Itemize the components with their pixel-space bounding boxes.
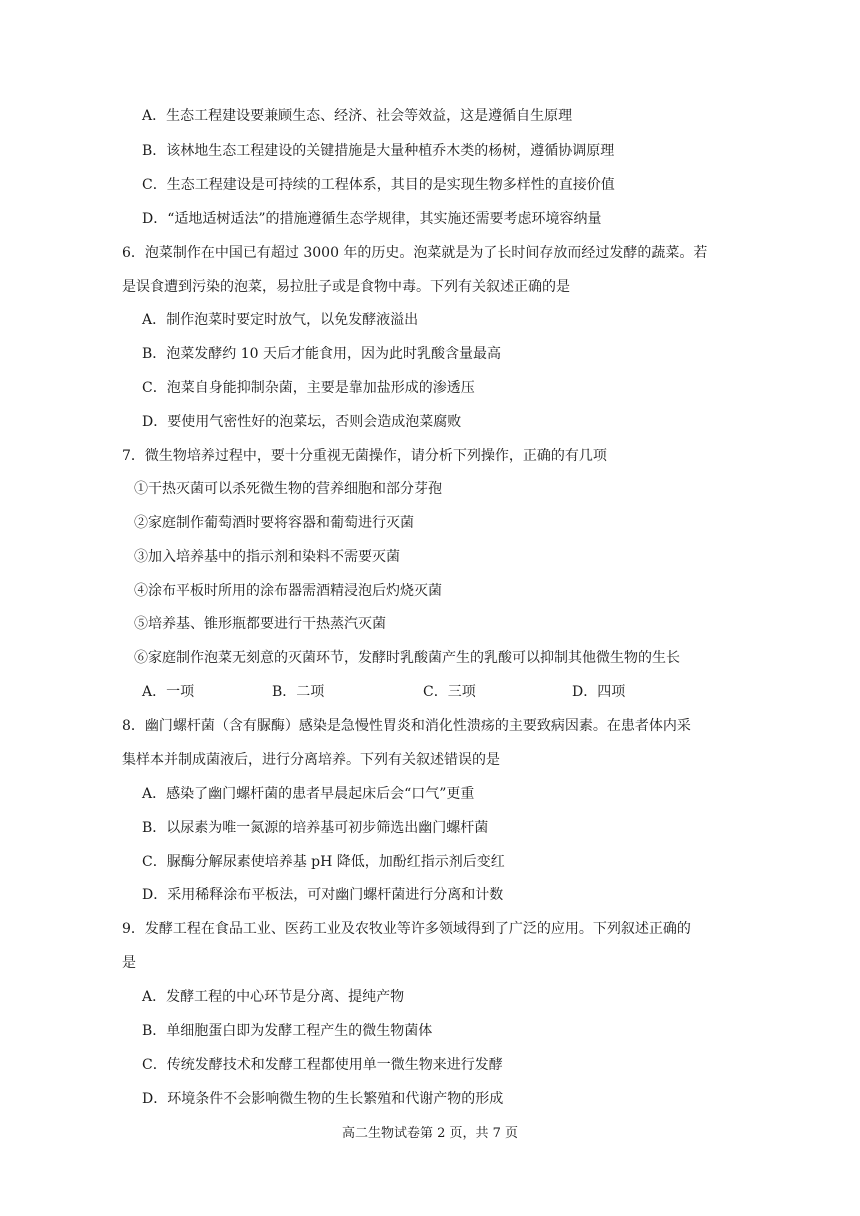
q9-option-a: A．发酵工程的中心环节是分离、提纯产物 [142,989,405,1005]
q6-option-c: C．泡菜自身能抑制杂菌，主要是靠加盐形成的渗透压 [142,380,475,396]
q7-item-3: ③加入培养基中的指示剂和染料不需要灭菌 [134,549,400,565]
q8-option-a: A．感染了幽门螺杆菌的患者早晨起床后会“口气”更重 [142,786,475,802]
q6-stem-line1: 6．泡菜制作在中国已有超过 3000 年的历史。泡菜就是为了长时间存放而经过发酵的蔬菜。若 [122,245,708,261]
q7-option-a: A．一项 [142,684,195,700]
q5-option-d: D．“适地适树适法”的措施遵循生态学规律，其实施还需要考虑环境容纳量 [142,211,602,227]
q6-option-a: A．制作泡菜时要定时放气，以免发酵液溢出 [142,312,419,328]
q9-stem-line2: 是 [122,955,136,971]
q8-option-c: C．脲酶分解尿素使培养基 pH 降低，加酚红指示剂后变红 [142,854,505,870]
q7-option-c: C．三项 [423,684,476,700]
q8-option-b: B．以尿素为唯一氮源的培养基可初步筛选出幽门螺杆菌 [142,820,489,836]
q5-option-a: A．生态工程建设要兼顾生态、经济、社会等效益，这是遵循自生原理 [142,108,573,124]
q9-option-c: C．传统发酵技术和发酵工程都使用单一微生物来进行发酵 [142,1057,503,1073]
q6-stem-line2: 是误食遭到污染的泡菜，易拉肚子或是食物中毒。下列有关叙述正确的是 [122,279,570,295]
q7-item-1: ①干热灭菌可以杀死微生物的营养细胞和部分芽孢 [134,481,442,497]
q8-stem-line1: 8．幽门螺杆菌（含有脲酶）感染是急慢性胃炎和消化性溃疡的主要致病因素。在患者体内采 [122,718,691,734]
page-footer: 高二生物试卷第 2 页，共 7 页 [341,1126,519,1141]
q7-option-b: B．二项 [272,684,325,700]
q6-option-d: D．要使用气密性好的泡菜坛，否则会造成泡菜腐败 [142,414,462,430]
q7-item-2: ②家庭制作葡萄酒时要将容器和葡萄进行灭菌 [134,515,414,531]
q9-stem-line1: 9．发酵工程在食品工业、医药工业及农牧业等许多领域得到了广泛的应用。下列叙述正确的 [122,921,691,937]
q5-option-c: C．生态工程建设是可持续的工程体系，其目的是实现生物多样性的直接价值 [142,177,615,193]
q8-stem-line2: 集样本并制成菌液后，进行分离培养。下列有关叙述错误的是 [122,752,500,768]
q7-stem: 7．微生物培养过程中，要十分重视无菌操作，请分析下列操作，正确的有几项 [122,448,607,464]
q7-item-5: ⑤培养基、锥形瓶都要进行干热蒸汽灭菌 [134,616,386,632]
q7-option-d: D．四项 [572,684,626,700]
q6-option-b: B．泡菜发酵约 10 天后才能食用，因为此时乳酸含量最高 [142,346,502,362]
q7-item-4: ④涂布平板时所用的涂布器需酒精浸泡后灼烧灭菌 [134,583,442,599]
q8-option-d: D．采用稀释涂布平板法，可对幽门螺杆菌进行分离和计数 [142,887,504,903]
q7-item-6: ⑥家庭制作泡菜无刻意的灭菌环节，发酵时乳酸菌产生的乳酸可以抑制其他微生物的生长 [134,650,680,666]
q5-option-b: B．该林地生态工程建设的关键措施是大量种植乔木类的杨树，遵循协调原理 [142,143,615,159]
q9-option-d: D．环境条件不会影响微生物的生长繁殖和代谢产物的形成 [142,1091,504,1107]
q9-option-b: B．单细胞蛋白即为发酵工程产生的微生物菌体 [142,1023,433,1039]
